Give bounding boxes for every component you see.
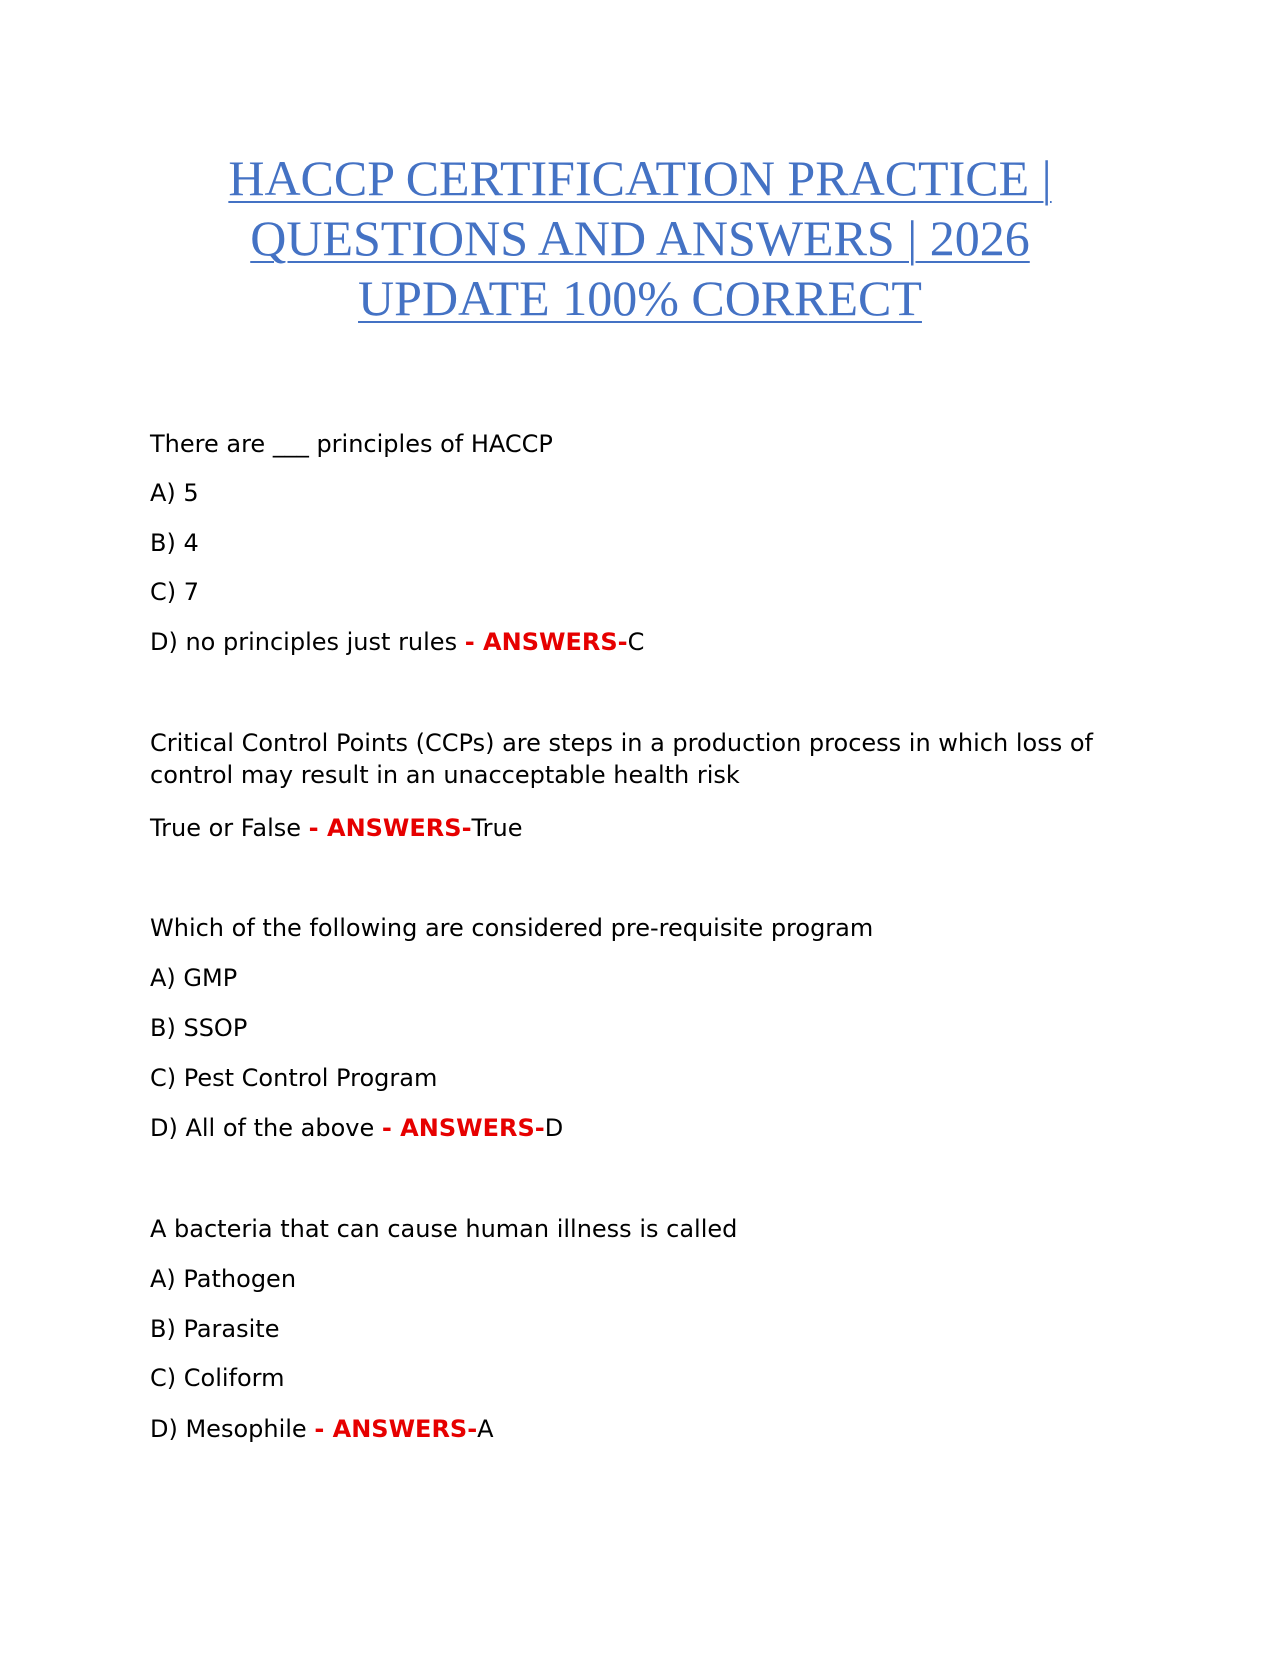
question-3-answer-line: [150, 1112, 563, 1144]
answer-marker: - ANSWERS-: [314, 1415, 478, 1443]
question-3-option-a: A) GMP: [150, 964, 238, 992]
answer-marker: - ANSWERS-: [381, 1114, 545, 1142]
title-line-3: UPDATE 100% CORRECT: [358, 270, 922, 326]
question-1-prompt: There are ___ principles of HACCP: [150, 430, 553, 458]
question-2-answer-line: [150, 812, 523, 844]
question-4-answer: A: [477, 1415, 494, 1443]
question-2-prompt: Critical Control Points (CCPs) are steps in a production process in which loss of control may result in an unacceptable health risk: [150, 729, 1093, 789]
question-1-answer-line: [150, 626, 644, 658]
question-3-answer: D: [544, 1114, 564, 1142]
document-title: [150, 148, 1130, 328]
question-4-answer-line: [150, 1413, 494, 1445]
question-1-option-d: D) no principles just rules: [150, 628, 465, 656]
question-2-choices: True or False: [150, 814, 309, 842]
title-line-2: QUESTIONS AND ANSWERS | 2026: [250, 210, 1030, 266]
answer-marker: - ANSWERS-: [464, 628, 628, 656]
question-4-option-b: B) Parasite: [150, 1315, 280, 1343]
question-1-option-a: A) 5: [150, 479, 199, 507]
answer-marker: - ANSWERS-: [308, 814, 472, 842]
question-1-option-b: B) 4: [150, 529, 199, 557]
question-4-option-c: C) Coliform: [150, 1364, 285, 1392]
question-3-prompt: Which of the following are considered pre-requisite program: [150, 914, 874, 942]
title-line-1: HACCP CERTIFICATION PRACTICE |: [228, 150, 1052, 206]
question-4-option-d: D) Mesophile: [150, 1415, 315, 1443]
question-1-answer: C: [627, 628, 645, 656]
question-3-option-d: D) All of the above: [150, 1114, 382, 1142]
question-1-option-c: C) 7: [150, 578, 200, 606]
question-2-answer: True: [471, 814, 523, 842]
question-3-option-b: B) SSOP: [150, 1014, 248, 1042]
question-4-option-a: A) Pathogen: [150, 1265, 297, 1293]
question-4-prompt: A bacteria that can cause human illness is called: [150, 1215, 738, 1243]
question-3-option-c: C) Pest Control Program: [150, 1064, 438, 1092]
